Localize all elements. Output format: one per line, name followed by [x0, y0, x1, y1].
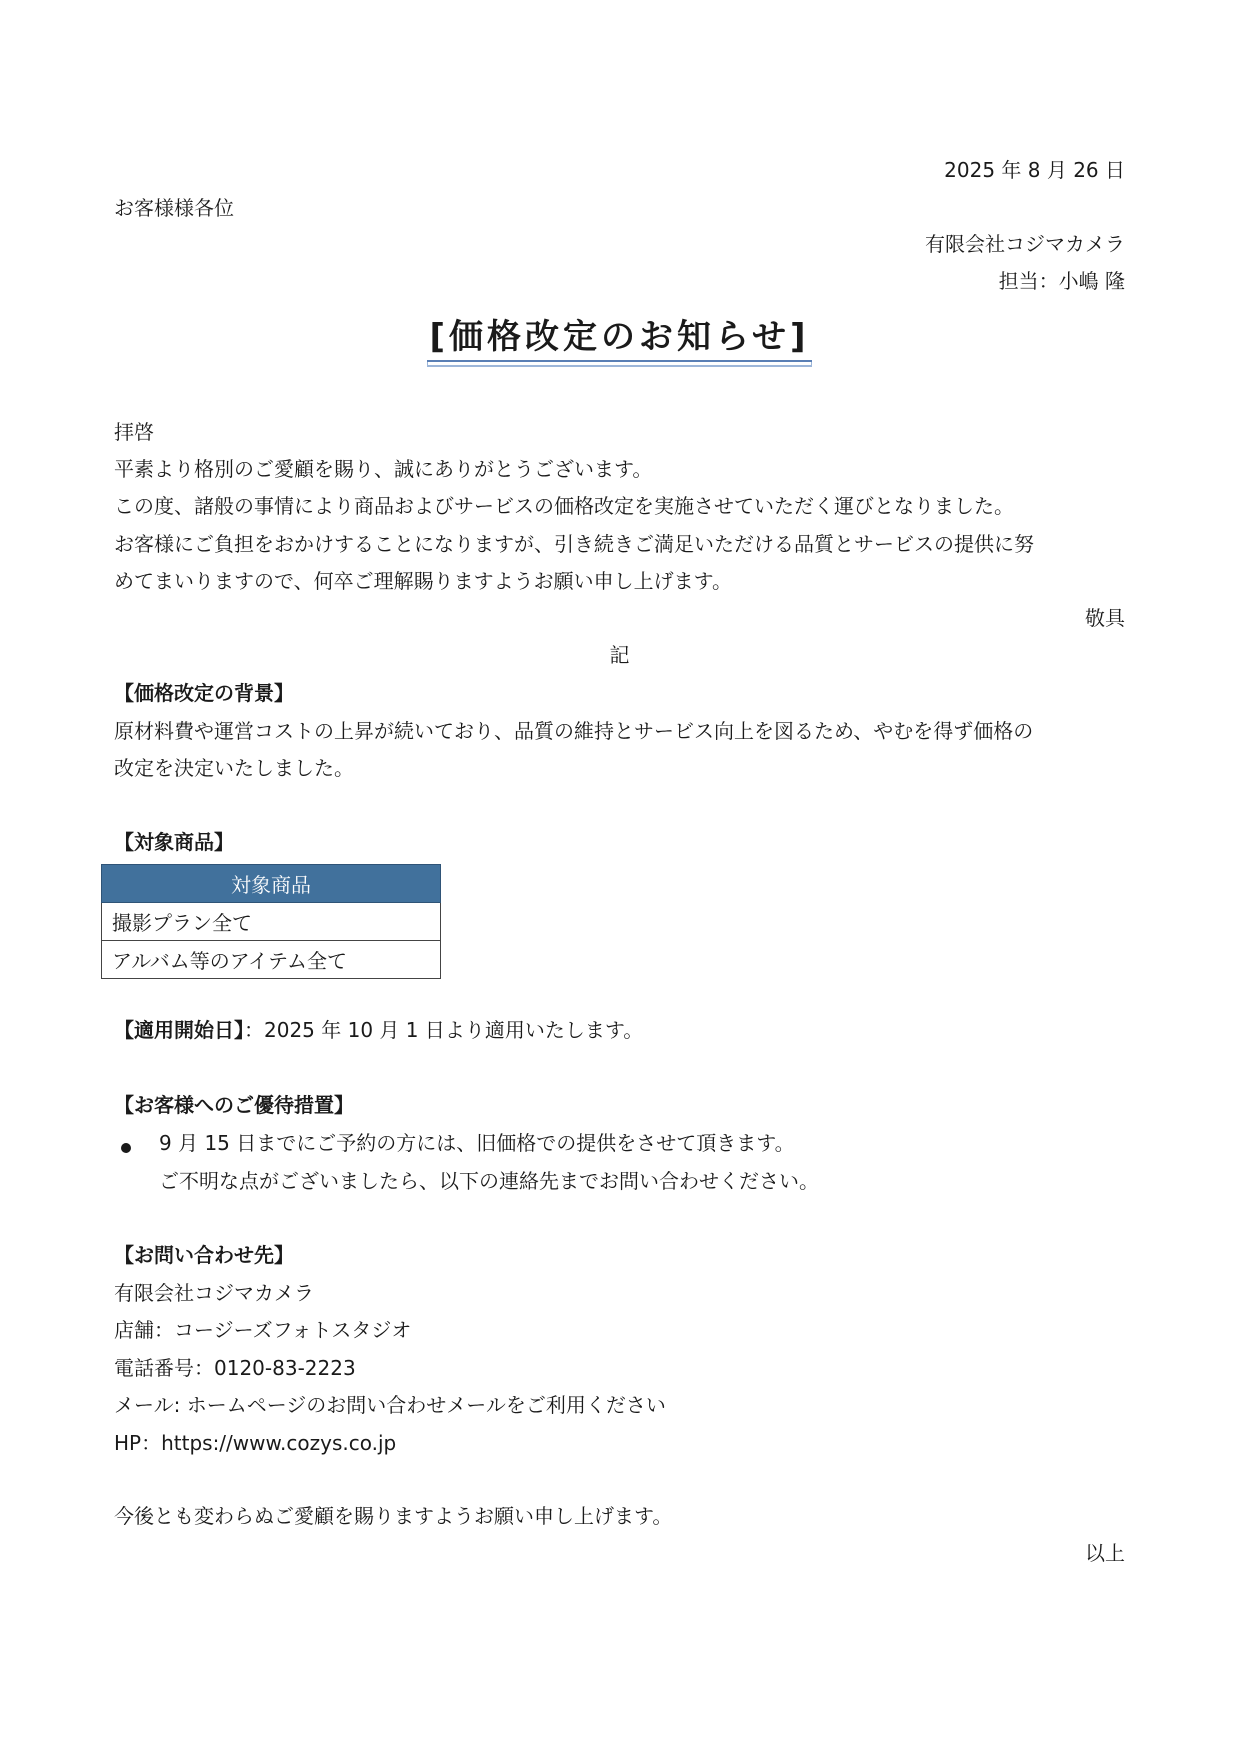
background-line: 原材料費や運営コストの上昇が続いており、品質の維持とサービス向上を図るため、やむを得ず価格の	[114, 719, 1034, 743]
products-table	[101, 864, 441, 979]
effective-date-line	[114, 1017, 643, 1043]
table-header-cell: 対象商品	[102, 865, 441, 903]
inquiry-line: 有限会社コジマカメラ	[114, 1281, 314, 1305]
products-heading: 【対象商品】	[114, 830, 234, 854]
benefits-note: ご不明な点がございましたら、以下の連絡先までお問い合わせください。	[159, 1169, 819, 1193]
sender-company: 有限会社コジマカメラ	[925, 232, 1125, 256]
bullet-icon	[121, 1143, 131, 1153]
closing-line: 今後とも変わらぬご愛顧を賜りますようお願い申し上げます。	[114, 1504, 673, 1528]
body-line: めてまいりますので、何卒ご理解賜りますようお願い申し上げます。	[114, 569, 732, 593]
inquiry-line: HP：https://www.cozys.co.jp	[114, 1431, 397, 1455]
body-line: 平素より格別のご愛顧を賜り、誠にありがとうございます。	[114, 457, 653, 481]
effective-text: ：2025 年 10 月 1 日より適用いたします。	[244, 1018, 644, 1042]
greeting-close: 敬具	[1085, 606, 1125, 630]
table-header-row	[102, 865, 441, 903]
title-container	[0, 316, 1239, 362]
inquiry-line: 店舗：コージーズフォトスタジオ	[114, 1318, 412, 1342]
background-heading: 【価格改定の背景】	[114, 681, 294, 705]
benefits-item: 9 月 15 日までにご予約の方には、旧価格での提供をさせて頂きます。	[159, 1131, 795, 1155]
body-line: お客様にご負担をおかけすることになりますが、引き続きご満足いただける品質とサービスの提供に努	[114, 532, 1034, 556]
table-cell: アルバム等のアイテム全て	[102, 941, 441, 979]
table-row	[102, 941, 441, 979]
effective-heading: 【適用開始日】	[114, 1018, 244, 1042]
benefits-heading: 【お客様へのご優待措置】	[114, 1093, 354, 1117]
background-line: 改定を決定いたしました。	[114, 756, 354, 780]
document-date: 2025 年 8 月 26 日	[944, 158, 1125, 182]
inquiry-heading: 【お問い合わせ先】	[114, 1243, 294, 1267]
inquiry-line: メール: ホームページのお問い合わせメールをご利用ください	[114, 1393, 666, 1417]
ijo-mark: 以上	[1085, 1541, 1125, 1565]
contact-person: 担当：小嶋 隆	[998, 269, 1125, 293]
body-line: この度、諸般の事情により商品およびサービスの価格改定を実施させていただく運びとなりました。	[114, 494, 1014, 518]
greeting-open: 拝啓	[114, 420, 154, 444]
inquiry-line: 電話番号：0120-83-2223	[114, 1356, 356, 1380]
recipient: お客様様各位	[114, 196, 234, 220]
document-title: [価格改定のお知らせ]	[427, 316, 811, 362]
ki-mark: 記	[609, 643, 630, 667]
table-row	[102, 903, 441, 941]
table-cell: 撮影プラン全て	[102, 903, 441, 941]
